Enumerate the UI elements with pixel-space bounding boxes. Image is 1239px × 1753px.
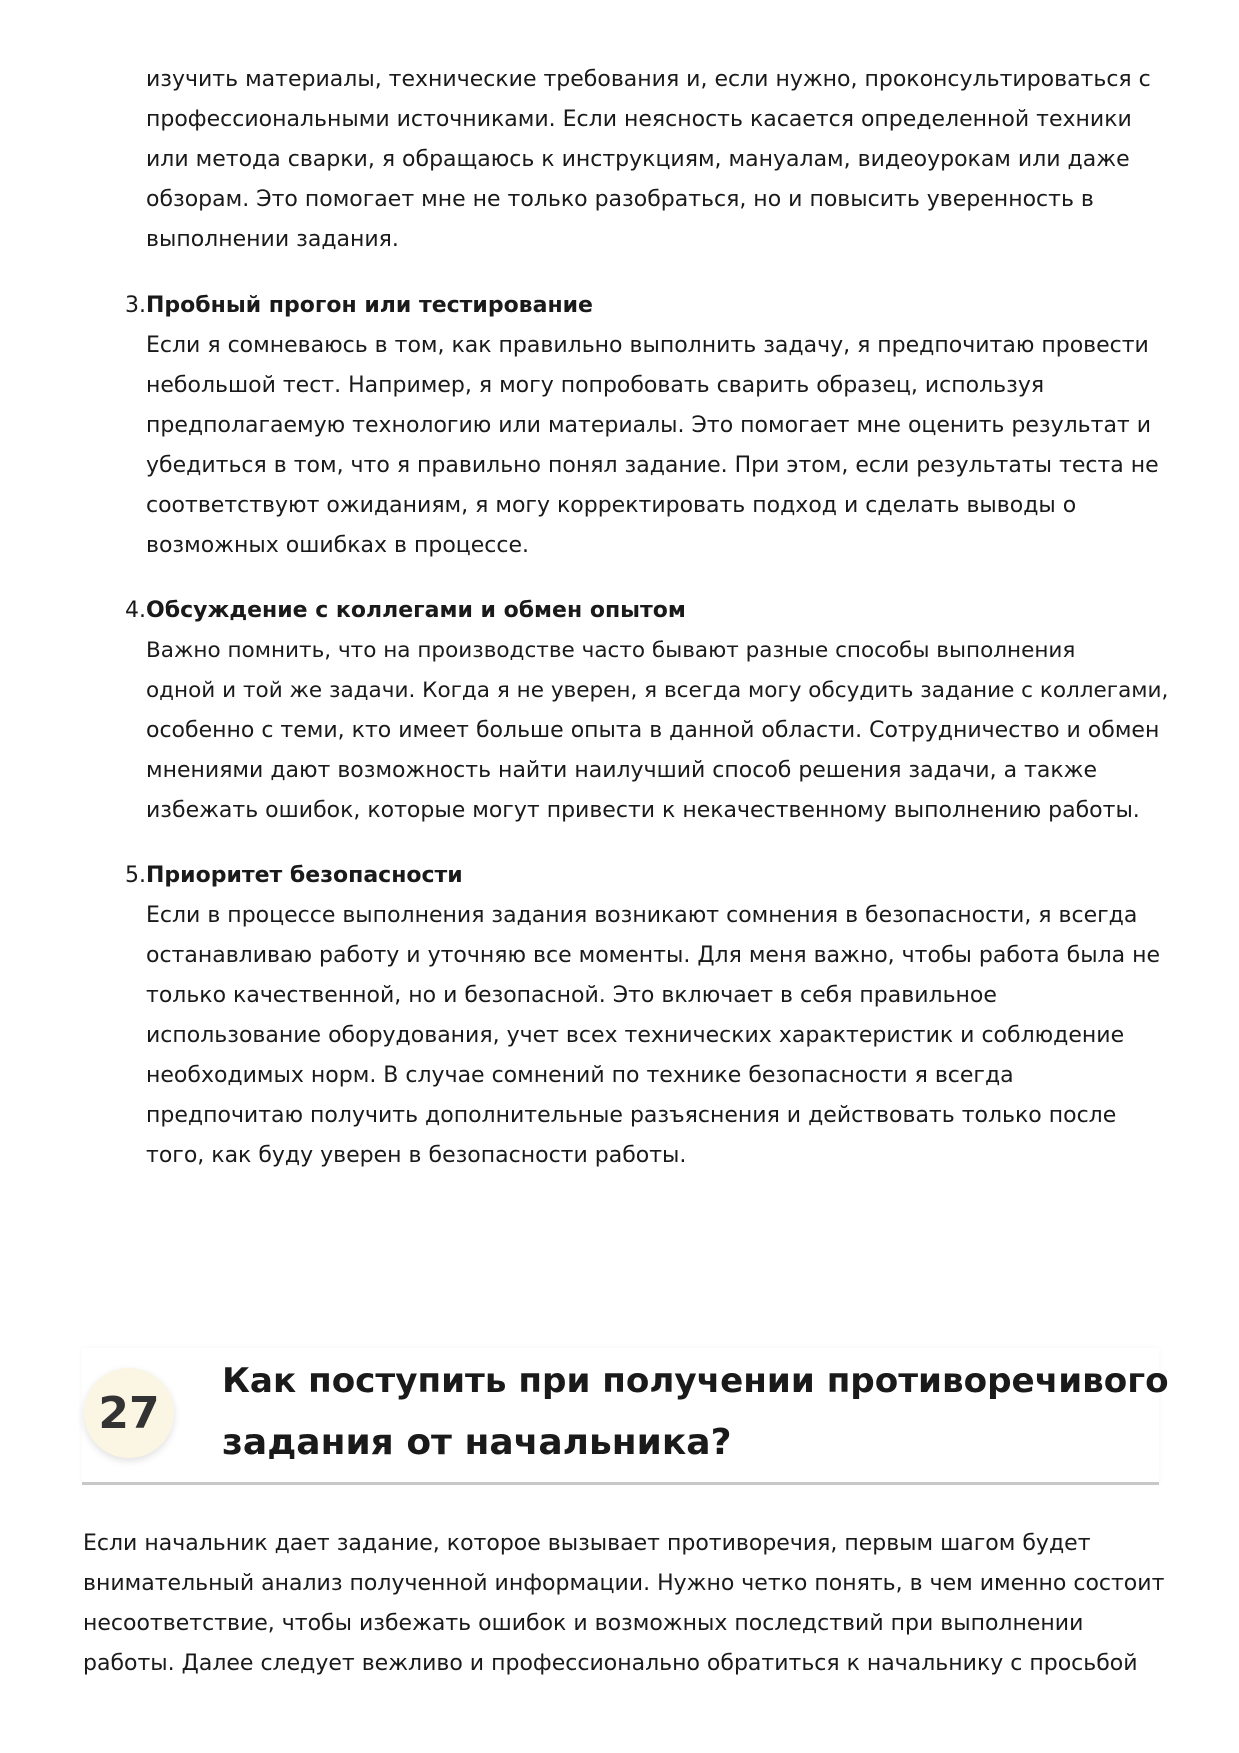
text-line: обзорам. Это помогает мне не только разобраться, но и повысить уверенность в: [146, 187, 1094, 212]
section-title: [222, 1350, 1169, 1474]
text-line: несоответствие, чтобы избежать ошибок и возможных последствий при выполнении: [83, 1611, 1084, 1636]
list-item-title: Пробный прогон или тестирование: [146, 293, 593, 318]
text-line: Если я сомневаюсь в том, как правильно выполнить задачу, я предпочитаю провести: [146, 333, 1149, 358]
text-line: того, как буду уверен в безопасности работы.: [146, 1143, 687, 1168]
text-line: внимательный анализ полученной информации. Нужно четко понять, в чем именно состоит: [83, 1571, 1165, 1596]
section-intro-paragraph: [83, 1524, 1164, 1684]
text-line: возможных ошибках в процессе.: [146, 533, 530, 558]
text-line: необходимых норм. В случае сомнений по технике безопасности я всегда: [146, 1063, 1014, 1088]
list-item-number: 4.: [125, 598, 146, 623]
section-number-badge: 27: [84, 1368, 174, 1458]
text-line: убедиться в том, что я правильно понял задание. При этом, если результаты теста не: [146, 453, 1159, 478]
text-line: соответствуют ожиданиям, я могу корректировать подход и сделать выводы о: [146, 493, 1077, 518]
text-line: Важно помнить, что на производстве часто бывают разные способы выполнения: [146, 638, 1076, 663]
text-line: выполнении задания.: [146, 227, 399, 252]
section-title-line: Как поступить при получении противоречивого: [222, 1361, 1169, 1401]
list-item-body: [146, 631, 1168, 831]
list-item-number: 3.: [125, 293, 146, 318]
text-line: останавливаю работу и уточняю все моменты. Для меня важно, чтобы работа была не: [146, 943, 1161, 968]
text-line: работы. Далее следует вежливо и профессионально обратиться к начальнику с просьбой: [83, 1651, 1138, 1676]
list-item-title: Обсуждение с коллегами и обмен опытом: [146, 598, 686, 623]
text-line: одной и той же задачи. Когда я не уверен, я всегда могу обсудить задание с коллегами,: [146, 678, 1169, 703]
section-title-line: задания от начальника?: [222, 1422, 732, 1463]
text-line: особенно с теми, кто имеет больше опыта в данной области. Сотрудничество и обмен: [146, 718, 1160, 743]
list-item-number: 5.: [125, 863, 146, 888]
text-line: предпочитаю получить дополнительные разъяснения и действовать только после: [146, 1103, 1117, 1128]
text-line: предполагаемую технологию или материалы. Это помогает мне оценить результат и: [146, 413, 1152, 438]
text-line: Если начальник дает задание, которое вызывает противоречия, первым шагом будет: [83, 1531, 1091, 1556]
list-item-body: [146, 326, 1159, 566]
text-line: профессиональными источниками. Если неясность касается определенной техники: [146, 107, 1132, 132]
section-divider: [82, 1482, 1159, 1485]
text-line: избежать ошибок, которые могут привести к некачественному выполнению работы.: [146, 798, 1140, 823]
text-line: Если в процессе выполнения задания возникают сомнения в безопасности, я всегда: [146, 903, 1138, 928]
text-line: использование оборудования, учет всех технических характеристик и соблюдение: [146, 1023, 1125, 1048]
text-line: небольшой тест. Например, я могу попробовать сварить образец, используя: [146, 373, 1045, 398]
list-item-title: Приоритет безопасности: [146, 863, 463, 888]
text-line: изучить материалы, технические требования и, если нужно, проконсультироваться с: [146, 67, 1151, 92]
text-line: или метода сварки, я обращаюсь к инструкциям, мануалам, видеоурокам или даже: [146, 147, 1130, 172]
continuation-paragraph: [146, 60, 1151, 260]
list-item-body: [146, 896, 1160, 1176]
text-line: мнениями дают возможность найти наилучший способ решения задачи, а также: [146, 758, 1097, 783]
text-line: только качественной, но и безопасной. Это включает в себя правильное: [146, 983, 997, 1008]
